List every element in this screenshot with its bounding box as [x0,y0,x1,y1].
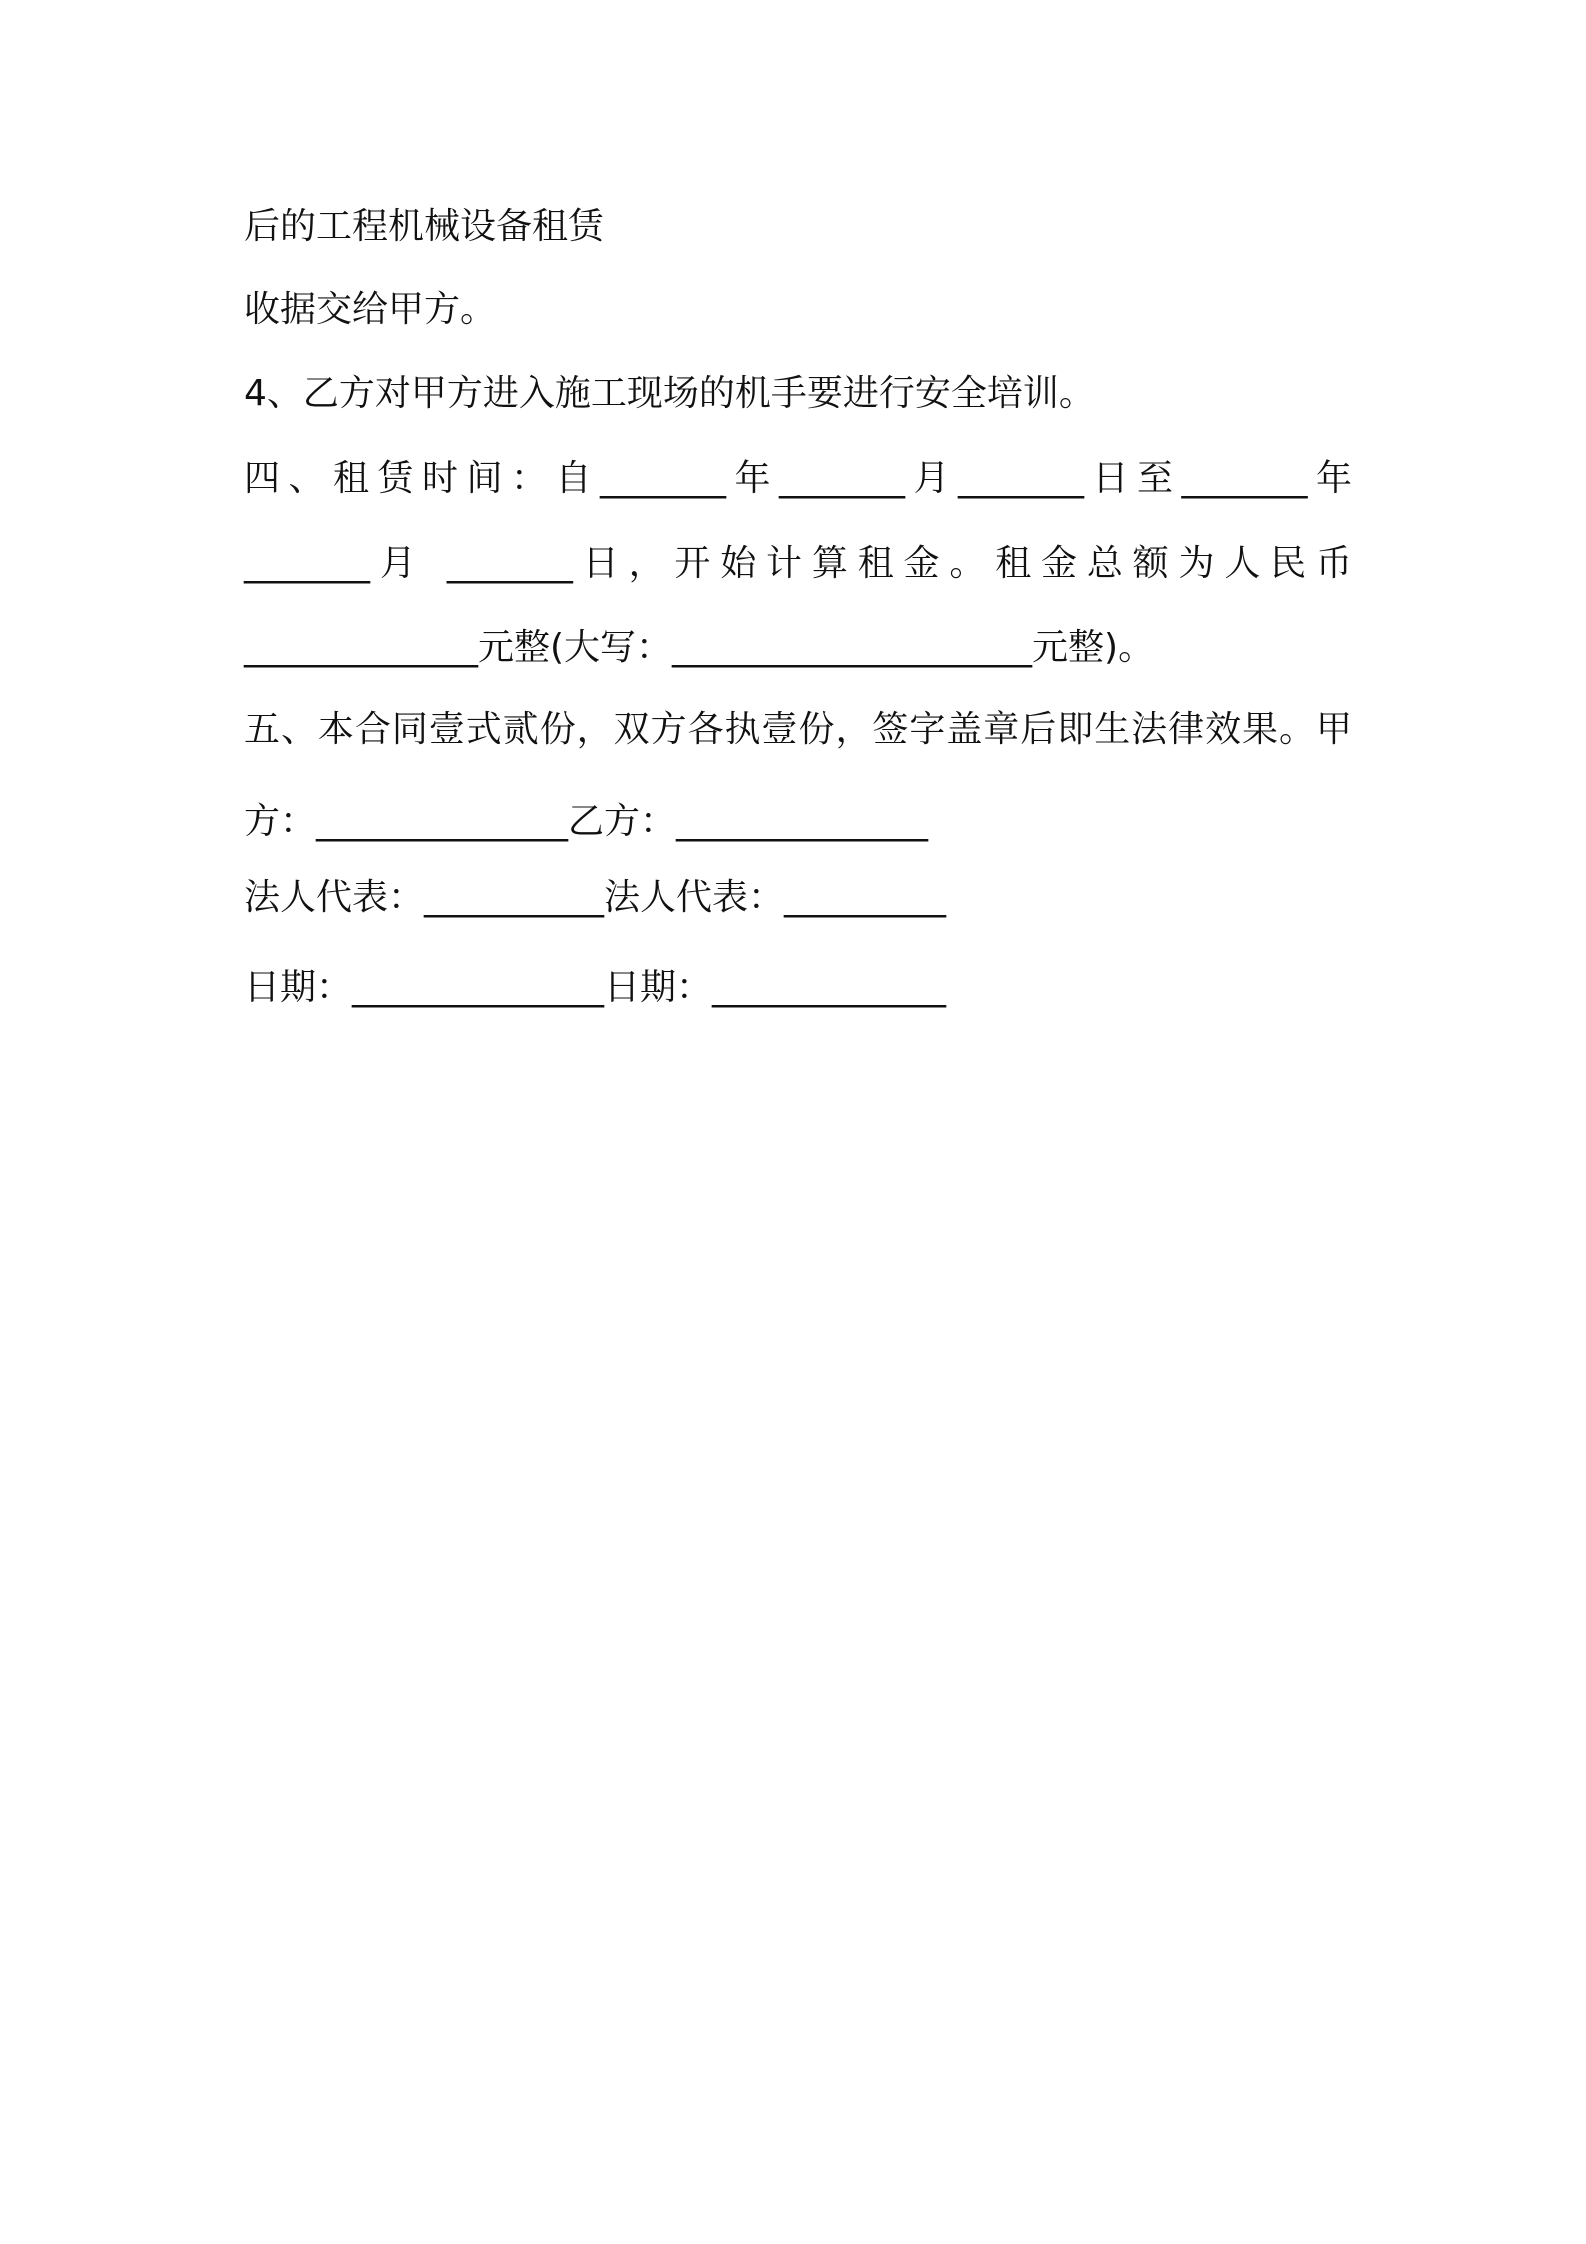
signature-legal-rep-line: 法人代表：__________法人代表：_________ [244,877,947,918]
clause-5-copies: 五、本合同壹式贰份，双方各执壹份，签字盖章后即生法律效果。甲 [244,709,1352,750]
rent-total-line: _____________元整(大写：____________________元整)。 [244,627,1155,668]
clause-4-lease-period: 四、租赁时间：自_______年_______月_______日至_______年 [244,458,1352,499]
lease-period-continued: _______月 _______日，开始计算租金。租金总额为人民币 [244,543,1352,584]
signature-party-line: 方：______________乙方：______________ [244,801,929,842]
text-line-equipment-lease: 后的工程机械设备租赁 [244,206,605,247]
clause-4-safety-training: 4、乙方对甲方进入施工现场的机手要进行安全培训。 [244,373,1095,414]
text-line-receipt: 收据交给甲方。 [244,289,497,330]
signature-date-line: 日期：______________日期：_____________ [244,967,947,1008]
